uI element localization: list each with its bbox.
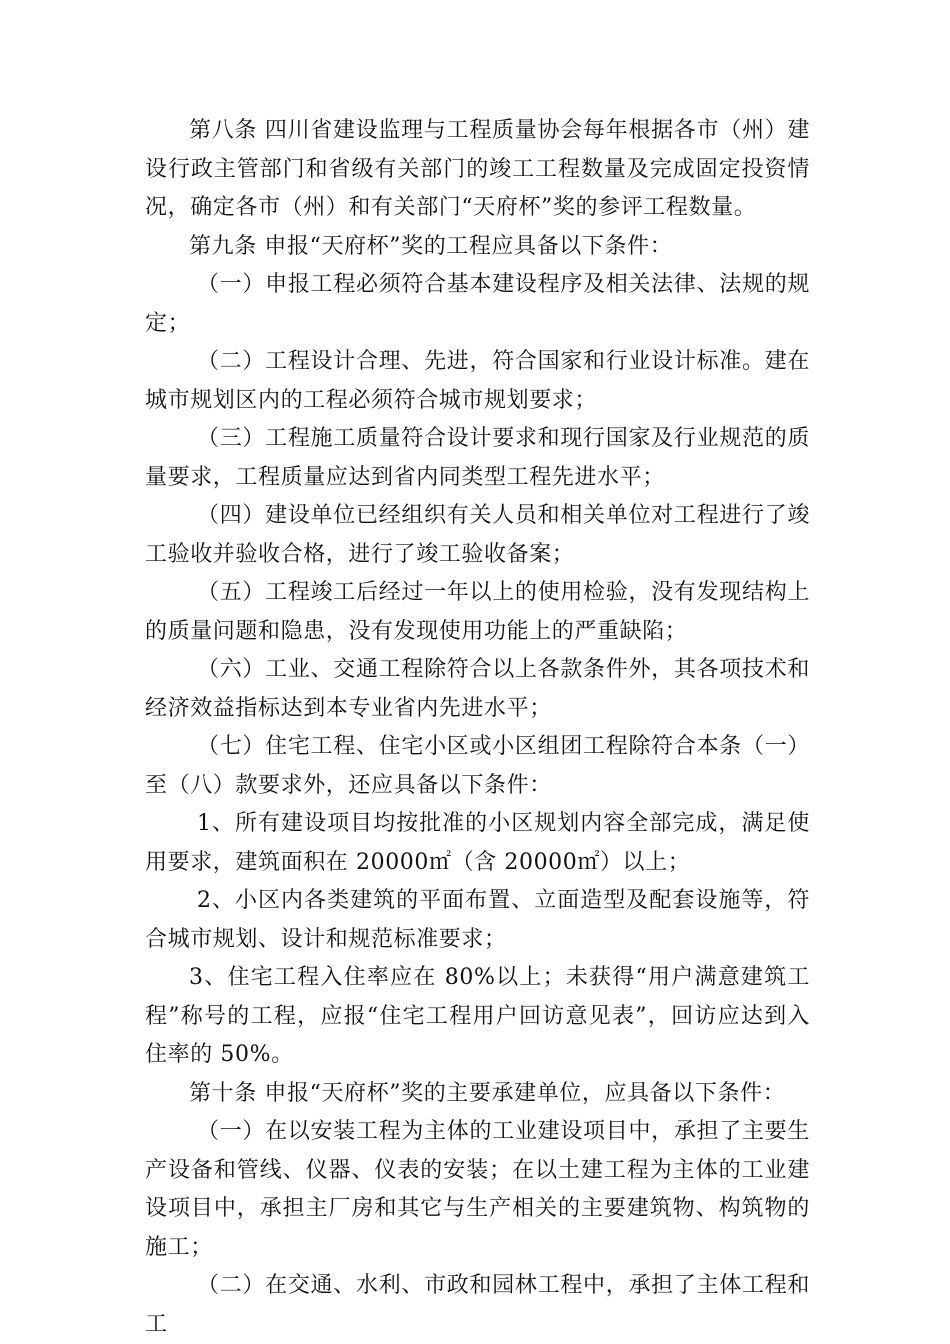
article-10-heading: 第十条 申报“天府杯”奖的主要承建单位，应具备以下条件： (189, 1080, 786, 1106)
document-body (145, 112, 810, 1344)
article-9-item-2: （二）工程设计合理、先进，符合国家和行业设计标准。建在城市规划区内的工程必须符合城市规划要求； (145, 349, 810, 413)
article-9-item-1: （一）申报工程必须符合基本建设程序及相关法律、法规的规定； (145, 272, 810, 336)
residential-condition-1: 1、所有建设项目均按批准的小区规划内容全部完成，满足使用要求，建筑面积在 20000㎡（含 20000㎡）以上； (145, 811, 810, 875)
article-10-item-2: （二）在交通、水利、市政和园林工程中，承担了主体工程和工 (145, 1273, 810, 1337)
article-9-item-6: （六）工业、交通工程除符合以上各款条件外，其各项技术和经济效益指标达到本专业省内先进水平； (145, 657, 810, 721)
article-8-paragraph: 第八条 四川省建设监理与工程质量协会每年根据各市（州）建设行政主管部门和省级有关部门的竣工工程数量及完成固定投资情况，确定各市（州）和有关部门“天府杯”奖的参评工程数量。 (145, 118, 810, 220)
article-9-heading: 第九条 申报“天府杯”奖的工程应具备以下条件： (189, 233, 673, 259)
article-9-item-3: （三）工程施工质量符合设计要求和现行国家及行业规范的质量要求，工程质量应达到省内同类型工程先进水平； (145, 426, 810, 490)
residential-condition-3: 3、住宅工程入住率应在 80%以上；未获得“用户满意建筑工程”称号的工程，应报“住宅工程用户回访意见表”，回访应达到入住率的 50%。 (145, 965, 810, 1067)
article-10-item-1: （一）在以安装工程为主体的工业建设项目中，承担了主要生产设备和管线、仪器、仪表的安装；在以土建工程为主体的工业建设项目中，承担主厂房和其它与生产相关的主要建筑物、构筑物的施工； (145, 1119, 810, 1260)
article-9-item-7: （七）住宅工程、住宅小区或小区组团工程除符合本条（一）至（八）款要求外，还应具备以下条件： (145, 734, 810, 798)
article-9-item-4: （四）建设单位已经组织有关人员和相关单位对工程进行了竣工验收并验收合格，进行了竣工验收备案； (145, 503, 810, 567)
article-9-item-5: （五）工程竣工后经过一年以上的使用检验，没有发现结构上的质量问题和隐患，没有发现使用功能上的严重缺陷； (145, 580, 810, 644)
residential-condition-2: 2、小区内各类建筑的平面布置、立面造型及配套设施等，符合城市规划、设计和规范标准要求； (145, 888, 810, 952)
